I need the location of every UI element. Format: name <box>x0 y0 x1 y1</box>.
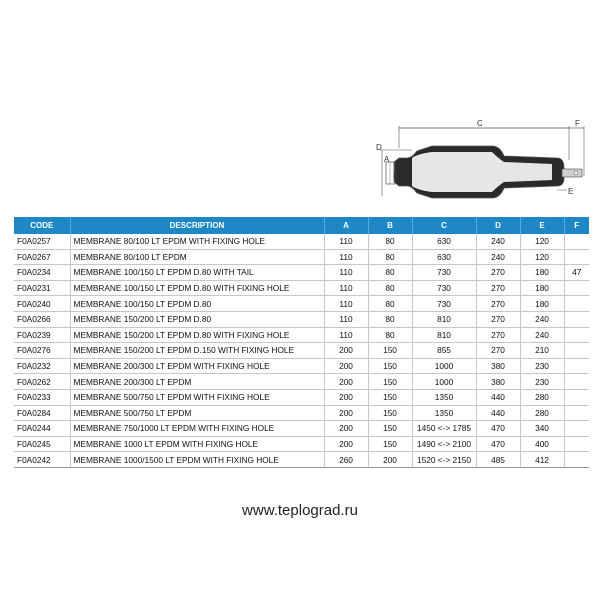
cell-c: 730 <box>412 265 476 281</box>
cell-e: 180 <box>520 265 564 281</box>
fixing-hole-icon <box>574 171 578 175</box>
label-e: E <box>568 187 574 196</box>
cell-a: 110 <box>324 234 368 249</box>
cell-f <box>564 358 589 374</box>
cell-f <box>564 311 589 327</box>
table-row <box>14 280 589 296</box>
cell-code: F0A0276 <box>14 343 70 359</box>
membrane-dimension-diagram <box>372 118 587 203</box>
label-d: D <box>376 143 382 152</box>
cell-b: 80 <box>368 327 412 343</box>
table-body <box>14 234 589 467</box>
cell-e: 230 <box>520 358 564 374</box>
cell-b: 80 <box>368 296 412 312</box>
cell-c: 1450 <-> 1785 <box>412 421 476 437</box>
cell-e: 240 <box>520 327 564 343</box>
cell-e: 230 <box>520 374 564 390</box>
cell-f <box>564 436 589 452</box>
cell-code: F0A0257 <box>14 234 70 249</box>
cell-f <box>564 389 589 405</box>
cell-a: 200 <box>324 389 368 405</box>
cell-c: 1350 <box>412 389 476 405</box>
cell-e: 340 <box>520 421 564 437</box>
cell-description: MEMBRANE 1000 LT EPDM WITH FIXING HOLE <box>70 436 324 452</box>
table-row <box>14 249 589 265</box>
cell-f <box>564 452 589 468</box>
cell-d: 270 <box>476 296 520 312</box>
cell-e: 120 <box>520 249 564 265</box>
cell-code: F0A0267 <box>14 249 70 265</box>
cell-e: 280 <box>520 389 564 405</box>
cell-description: MEMBRANE 500/750 LT EPDM <box>70 405 324 421</box>
table-row <box>14 327 589 343</box>
cell-d: 470 <box>476 436 520 452</box>
cell-d: 380 <box>476 374 520 390</box>
cell-d: 270 <box>476 265 520 281</box>
cell-a: 110 <box>324 280 368 296</box>
table-row <box>14 234 589 249</box>
label-b: B <box>393 171 399 180</box>
cell-code: F0A0234 <box>14 265 70 281</box>
cell-e: 400 <box>520 436 564 452</box>
table-row <box>14 452 589 468</box>
cell-b: 80 <box>368 280 412 296</box>
website-url: www.teplograd.ru <box>242 502 358 519</box>
cell-d: 240 <box>476 249 520 265</box>
cell-b: 80 <box>368 265 412 281</box>
cell-b: 150 <box>368 389 412 405</box>
cell-a: 110 <box>324 249 368 265</box>
cell-d: 485 <box>476 452 520 468</box>
header-c: C <box>412 217 476 234</box>
cell-code: F0A0262 <box>14 374 70 390</box>
cell-description: MEMBRANE 100/150 LT EPDM D.80 WITH TAIL <box>70 265 324 281</box>
table-row <box>14 405 589 421</box>
cell-description: MEMBRANE 100/150 LT EPDM D.80 <box>70 296 324 312</box>
cell-e: 412 <box>520 452 564 468</box>
table-row <box>14 296 589 312</box>
cell-b: 150 <box>368 358 412 374</box>
cell-c: 1350 <box>412 405 476 421</box>
cell-b: 150 <box>368 436 412 452</box>
cell-d: 270 <box>476 280 520 296</box>
cell-c: 730 <box>412 280 476 296</box>
header-f: F <box>564 217 589 234</box>
cell-description: MEMBRANE 500/750 LT EPDM WITH FIXING HOLE <box>70 389 324 405</box>
cell-description: MEMBRANE 750/1000 LT EPDM WITH FIXING HOLE <box>70 421 324 437</box>
header-e: E <box>520 217 564 234</box>
cell-c: 855 <box>412 343 476 359</box>
cell-c: 730 <box>412 296 476 312</box>
cell-description: MEMBRANE 1000/1500 LT EPDM WITH FIXING HOLE <box>70 452 324 468</box>
cell-a: 110 <box>324 327 368 343</box>
cell-f <box>564 249 589 265</box>
cell-e: 120 <box>520 234 564 249</box>
table-header-row <box>14 217 589 234</box>
cell-a: 200 <box>324 358 368 374</box>
cell-a: 200 <box>324 421 368 437</box>
cell-f <box>564 374 589 390</box>
cell-b: 150 <box>368 405 412 421</box>
cell-f <box>564 421 589 437</box>
cell-d: 470 <box>476 421 520 437</box>
cell-b: 150 <box>368 374 412 390</box>
cell-e: 180 <box>520 296 564 312</box>
table-row <box>14 389 589 405</box>
membrane-spec-table <box>14 217 589 468</box>
cell-b: 80 <box>368 311 412 327</box>
table-row <box>14 343 589 359</box>
cell-d: 440 <box>476 389 520 405</box>
cell-e: 280 <box>520 405 564 421</box>
cell-f <box>564 280 589 296</box>
cell-c: 1490 <-> 2100 <box>412 436 476 452</box>
cell-description: MEMBRANE 80/100 LT EPDM WITH FIXING HOLE <box>70 234 324 249</box>
cell-description: MEMBRANE 200/300 LT EPDM <box>70 374 324 390</box>
cell-d: 440 <box>476 405 520 421</box>
cell-a: 200 <box>324 343 368 359</box>
cell-c: 810 <box>412 311 476 327</box>
cell-a: 200 <box>324 374 368 390</box>
cell-b: 200 <box>368 452 412 468</box>
membrane-tail <box>562 169 582 177</box>
cell-code: F0A0266 <box>14 311 70 327</box>
cell-c: 630 <box>412 249 476 265</box>
label-f: F <box>575 119 580 128</box>
table-row <box>14 311 589 327</box>
cell-c: 810 <box>412 327 476 343</box>
cell-description: MEMBRANE 80/100 LT EPDM <box>70 249 324 265</box>
cell-c: 1000 <box>412 374 476 390</box>
cell-c: 1000 <box>412 358 476 374</box>
cell-d: 270 <box>476 327 520 343</box>
cell-f: 47 <box>564 265 589 281</box>
cell-b: 80 <box>368 249 412 265</box>
cell-description: MEMBRANE 150/200 LT EPDM D.150 WITH FIXING HOLE <box>70 343 324 359</box>
table-row <box>14 358 589 374</box>
cell-f <box>564 234 589 249</box>
cell-description: MEMBRANE 100/150 LT EPDM D.80 WITH FIXING HOLE <box>70 280 324 296</box>
cell-d: 380 <box>476 358 520 374</box>
cell-b: 80 <box>368 234 412 249</box>
cell-f <box>564 405 589 421</box>
cell-code: F0A0244 <box>14 421 70 437</box>
cell-a: 110 <box>324 265 368 281</box>
cell-a: 110 <box>324 296 368 312</box>
cell-code: F0A0242 <box>14 452 70 468</box>
header-b: B <box>368 217 412 234</box>
header-description: DESCRIPTION <box>70 217 324 234</box>
cell-c: 1520 <-> 2150 <box>412 452 476 468</box>
cell-code: F0A0232 <box>14 358 70 374</box>
header-code: CODE <box>14 217 70 234</box>
cell-f <box>564 296 589 312</box>
cell-description: MEMBRANE 150/200 LT EPDM D.80 WITH FIXING HOLE <box>70 327 324 343</box>
cell-d: 270 <box>476 311 520 327</box>
cell-a: 110 <box>324 311 368 327</box>
cell-d: 270 <box>476 343 520 359</box>
cell-f <box>564 327 589 343</box>
header-d: D <box>476 217 520 234</box>
cell-a: 260 <box>324 452 368 468</box>
header-a: A <box>324 217 368 234</box>
table-row <box>14 265 589 281</box>
table-row <box>14 436 589 452</box>
cell-code: F0A0233 <box>14 389 70 405</box>
label-a: A <box>384 155 390 164</box>
table-row <box>14 374 589 390</box>
cell-code: F0A0240 <box>14 296 70 312</box>
cell-f <box>564 343 589 359</box>
cell-e: 210 <box>520 343 564 359</box>
cell-a: 200 <box>324 436 368 452</box>
cell-b: 150 <box>368 343 412 359</box>
cell-code: F0A0231 <box>14 280 70 296</box>
cell-description: MEMBRANE 150/200 LT EPDM D.80 <box>70 311 324 327</box>
cell-e: 240 <box>520 311 564 327</box>
cell-code: F0A0245 <box>14 436 70 452</box>
cell-c: 630 <box>412 234 476 249</box>
cell-code: F0A0239 <box>14 327 70 343</box>
table-row <box>14 421 589 437</box>
cell-b: 150 <box>368 421 412 437</box>
label-c: C <box>477 119 483 128</box>
cell-code: F0A0284 <box>14 405 70 421</box>
cell-d: 240 <box>476 234 520 249</box>
cell-e: 180 <box>520 280 564 296</box>
cell-description: MEMBRANE 200/300 LT EPDM WITH FIXING HOLE <box>70 358 324 374</box>
cell-a: 200 <box>324 405 368 421</box>
